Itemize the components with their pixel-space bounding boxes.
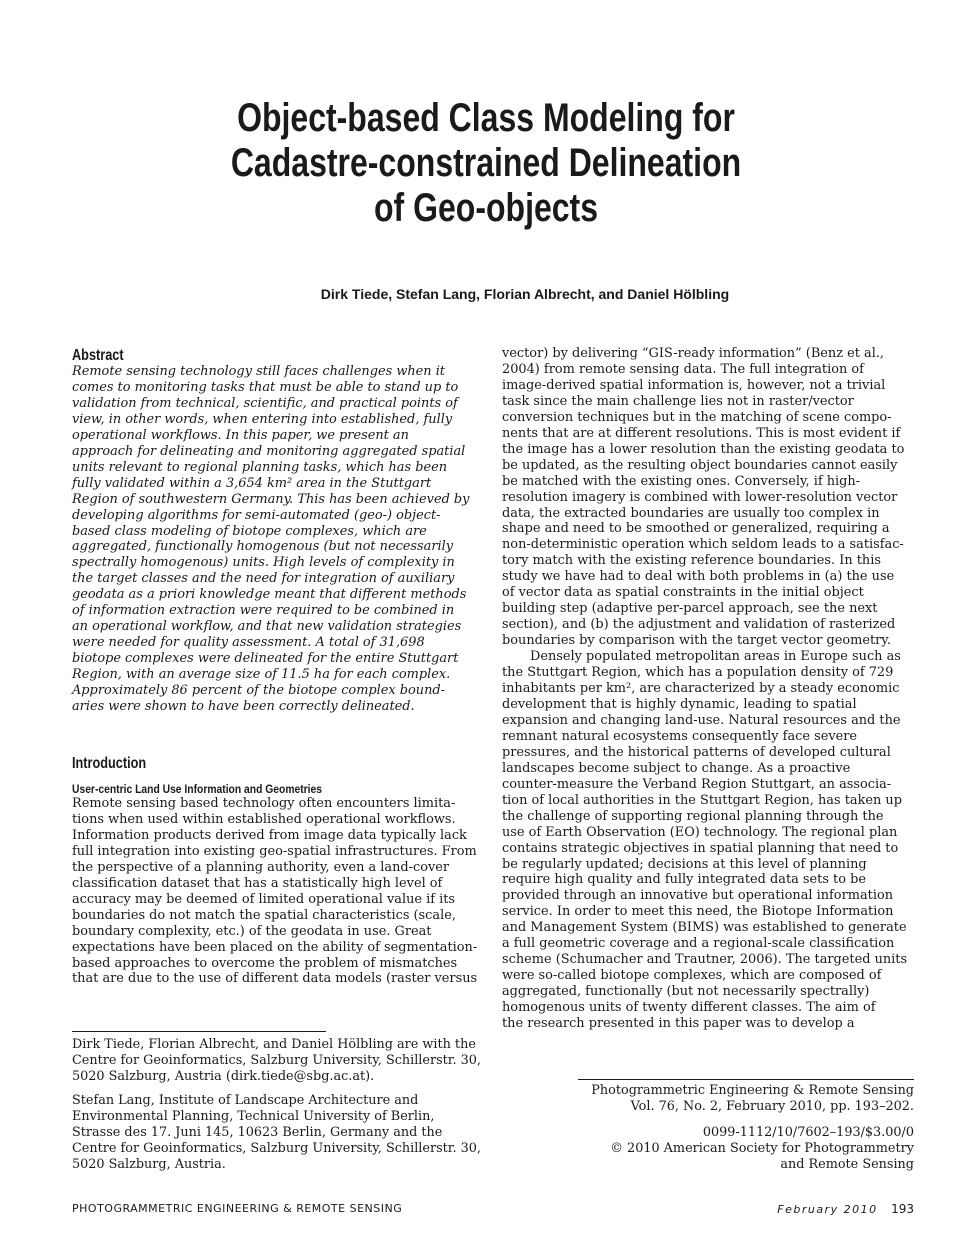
paper-title	[102, 96, 870, 231]
body-line: shape and need to be smoothed or generalized, requiring a	[502, 521, 890, 537]
abstract-line: Remote sensing technology still faces challenges when it	[72, 364, 445, 379]
abstract-line: based class modeling of biotope complexes, which are	[72, 523, 427, 539]
abstract-line: geodata as a priori knowledge meant that different methods	[72, 587, 467, 603]
intro-line: that are due to the use of different data models (raster versus	[72, 971, 478, 987]
abstract-line: units relevant to regional planning tasks, which has been	[72, 459, 448, 475]
body-line: the Stuttgart Region, which has a population density of 729	[502, 665, 894, 681]
body-line: section), and (b) the adjustment and validation of rasterized	[502, 617, 896, 633]
affiliation-note-2	[72, 1093, 492, 1173]
copyright-line: © 2010 American Society for Photogrammetry	[610, 1141, 914, 1157]
body-line: vector) by delivering “GIS-ready information” (Benz et al.,	[502, 346, 885, 361]
abstract-line: aries were shown to have been correctly delineated.	[72, 699, 415, 715]
body-line: be updated, as the resulting object boundaries cannot easily	[502, 457, 898, 473]
body-line: be matched with the existing ones. Conversely, if high-	[502, 473, 861, 489]
footnote-rule	[72, 1031, 326, 1032]
body-line: a full geometric coverage and a regional-scale classification	[502, 936, 895, 952]
right-paragraph-2	[502, 649, 914, 1032]
body-line: contains strategic objectives in spatial planning that need to	[502, 840, 899, 856]
citation-line: Vol. 76, No. 2, February 2010, pp. 193–202.	[630, 1099, 914, 1115]
body-line: the challenge of supporting regional planning through the	[502, 808, 884, 824]
body-line: inhabitants per km², are characterized by a steady economic	[502, 681, 900, 697]
introduction-heading: Introduction	[72, 754, 147, 772]
body-line: tion of local authorities in the Stuttgart Region, has taken up	[502, 792, 902, 808]
abstract-line: fully validated within a 3,654 km² area in the Stuttgart	[72, 475, 432, 491]
abstract-line: biotope complexes were delineated for the entire Stuttgart	[72, 651, 459, 667]
footer-date-page	[777, 1202, 914, 1216]
body-line: scheme (Schumacher and Trautner, 2006). The targeted units	[502, 952, 908, 968]
introduction-subheading: User-centric Land Use Information and Geometries	[72, 781, 323, 796]
intro-line: full integration into existing geo-spatial infrastructures. From	[72, 843, 477, 859]
introduction-text	[72, 796, 484, 987]
body-line: nents that are at different resolutions. This is most evident if	[502, 425, 901, 441]
journal-citation	[560, 1083, 914, 1115]
abstract-line: aggregated, functionally homogenous (but not necessarily	[72, 539, 454, 555]
note-line: Environmental Planning, Technical University of Berlin,	[72, 1109, 435, 1125]
abstract-line: the target classes and the need for integration of auxiliary	[72, 571, 455, 587]
body-line: and Management System (BIMS) was established to generate	[502, 920, 907, 936]
abstract-line: an operational workflow, and that new validation strategies	[72, 619, 462, 635]
citation-line: Photogrammetric Engineering & Remote Sensing	[591, 1083, 914, 1098]
right-column	[502, 346, 914, 1032]
title-line: Object-based Class Modeling for	[237, 96, 735, 140]
intro-line: based approaches to overcome the problem of mismatches	[72, 955, 458, 971]
copyright-line: 0099-1112/10/7602–193/$3.00/0	[702, 1125, 914, 1140]
note-line: 5020 Salzburg, Austria (dirk.tiede@sbg.ac.at).	[72, 1069, 375, 1085]
journal-copyright	[560, 1125, 914, 1173]
body-line: the image has a lower resolution than the existing geodata to	[502, 441, 905, 457]
intro-line: tions when used within established operational workflows.	[72, 811, 456, 827]
note-line: Dirk Tiede, Florian Albrecht, and Daniel Hölbling are with the	[72, 1037, 476, 1052]
intro-line: expectations have been placed on the ability of segmentation-	[72, 939, 478, 955]
abstract-text	[72, 364, 484, 715]
intro-line: Remote sensing based technology often encounters limita-	[72, 795, 456, 811]
intro-line: accuracy may be deemed of limited operational value if its	[72, 891, 456, 907]
intro-line: boundaries do not match the spatial characteristics (scale,	[72, 907, 456, 923]
body-line: study we have had to deal with both problems in (a) the use	[502, 569, 895, 585]
note-line: 5020 Salzburg, Austria.	[72, 1157, 226, 1173]
note-line: Stefan Lang, Institute of Landscape Architecture and	[72, 1093, 419, 1108]
journal-info-rule	[578, 1079, 914, 1080]
intro-line: the perspective of a planning authority, even a land-cover	[72, 859, 450, 875]
abstract-line: Region, with an average size of 11.5 ha for each complex.	[72, 667, 451, 683]
intro-line: Information products derived from image data typically lack	[72, 827, 467, 843]
abstract-line: were needed for quality assessment. A total of 31,698	[72, 635, 425, 651]
body-line: boundaries by comparison with the target vector geometry.	[502, 633, 891, 649]
abstract-line: approach for delineating and monitoring aggregated spatial	[72, 443, 466, 459]
body-line: task since the main challenge lies not in raster/vector	[502, 393, 854, 409]
right-paragraph-1	[502, 346, 914, 649]
intro-line: classification dataset that has a statistically high level of	[72, 875, 443, 891]
body-line: development that is highly dynamic, leading to spatial	[502, 696, 857, 712]
note-line: Centre for Geoinformatics, Salzburg University, Schillerstr. 30,	[72, 1053, 481, 1069]
footer-journal-name: PHOTOGRAMMETRIC ENGINEERING & REMOTE SENSING	[72, 1202, 403, 1215]
footer-date: February 2010	[777, 1203, 878, 1216]
body-line: tory match with the existing reference boundaries. In this	[502, 553, 881, 569]
body-line: use of Earth Observation (EO) technology. The regional plan	[502, 824, 898, 840]
affiliation-note-1	[72, 1037, 492, 1085]
body-line: provided through an innovative but operational information	[502, 888, 894, 904]
abstract-line: view, in other words, when entering into established, fully	[72, 411, 453, 427]
abstract-line: validation from technical, scientific, and practical points of	[72, 395, 458, 411]
author-list: Dirk Tiede, Stefan Lang, Florian Albrecht, and Daniel Hölbling	[320, 286, 730, 302]
note-line: Centre for Geoinformatics, Salzburg University, Schillerstr. 30,	[72, 1141, 481, 1157]
abstract-line: spectrally homogenous) units. High levels of complexity in	[72, 555, 455, 571]
copyright-line: and Remote Sensing	[780, 1157, 914, 1173]
intro-line: boundary complexity, etc.) of the geodata in use. Great	[72, 923, 432, 939]
abstract-line: of information extraction were required to be combined in	[72, 603, 455, 619]
body-line: aggregated, functionally (but not necessarily spectrally)	[502, 984, 870, 1000]
abstract-line: operational workflows. In this paper, we present an	[72, 427, 409, 443]
abstract-line: comes to monitoring tasks that must be able to stand up to	[72, 379, 459, 395]
body-line: require high quality and fully integrated data sets to be	[502, 872, 866, 888]
body-line: service. In order to meet this need, the Biotope Information	[502, 904, 894, 920]
body-line: Densely populated metropolitan areas in Europe such as	[530, 649, 901, 665]
left-column	[72, 346, 484, 987]
body-line: counter-measure the Verband Region Stuttgart, an associa-	[502, 776, 892, 792]
body-line: non-deterministic operation which seldom leads to a satisfac-	[502, 537, 904, 553]
body-line: the research presented in this paper was to develop a	[502, 1016, 855, 1032]
body-line: expansion and changing land-use. Natural resources and the	[502, 712, 901, 728]
body-line: data, the extracted boundaries are usually too complex in	[502, 505, 880, 521]
page-number: 193	[891, 1202, 914, 1216]
body-line: conversion techniques but in the matching of scene compo-	[502, 409, 892, 425]
note-line: Strasse des 17. Juni 145, 10623 Berlin, Germany and the	[72, 1125, 443, 1141]
body-line: resolution imagery is combined with lower-resolution vector	[502, 489, 898, 505]
abstract-line: Approximately 86 percent of the biotope complex bound-	[72, 683, 446, 699]
body-line: be regularly updated; decisions at this level of planning	[502, 856, 867, 872]
body-line: were so-called biotope complexes, which are composed of	[502, 968, 882, 984]
body-line: remnant natural ecosystems consequently face severe	[502, 728, 858, 744]
body-line: landscapes become subject to change. As a proactive	[502, 760, 851, 776]
title-line: of Geo-objects	[373, 186, 599, 230]
abstract-line: developing algorithms for semi-automated (geo-) object-	[72, 507, 441, 523]
body-line: homogenous units of twenty different classes. The aim of	[502, 1000, 876, 1016]
body-line: image-derived spatial information is, however, not a trivial	[502, 377, 886, 393]
body-line: 2004) from remote sensing data. The full integration of	[502, 361, 864, 377]
title-line: Cadastre-constrained Delineation	[230, 141, 742, 185]
body-line: pressures, and the historical patterns of developed cultural	[502, 744, 891, 760]
body-line: of vector data as spatial constraints in the initial object	[502, 585, 864, 601]
abstract-heading: Abstract	[72, 347, 124, 364]
abstract-line: Region of southwestern Germany. This has been achieved by	[72, 491, 470, 507]
body-line: building step (adaptive per-parcel approach, see the next	[502, 601, 878, 617]
